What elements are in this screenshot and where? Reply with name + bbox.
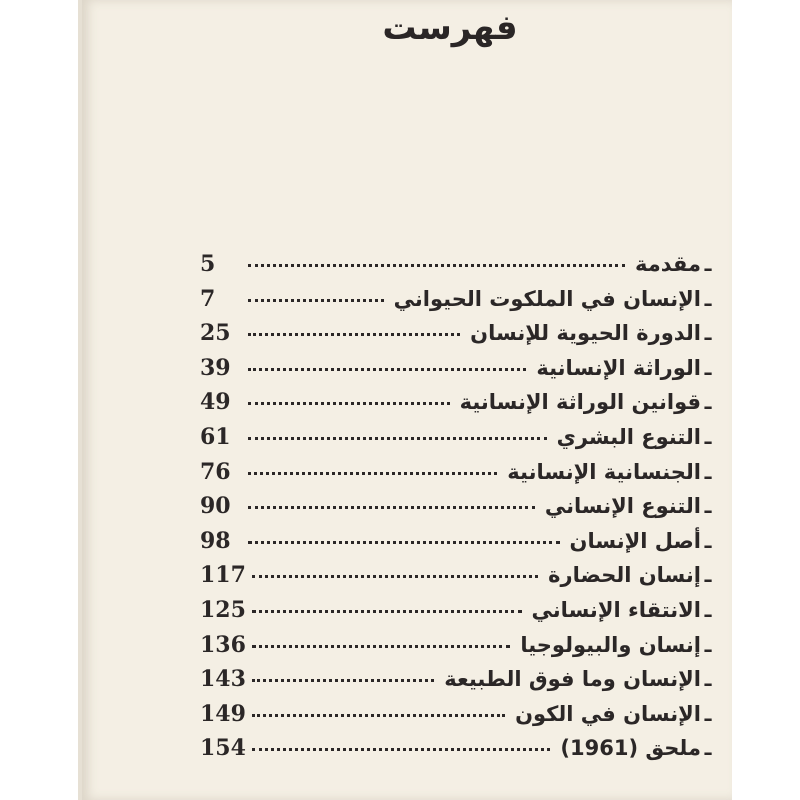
toc-entry-title: الدورة الحيوية للإنسان	[470, 321, 701, 346]
toc-entry-leader	[248, 541, 560, 544]
toc-entry-leader	[248, 333, 460, 336]
toc-entry-bullet: ـ	[704, 459, 712, 484]
toc-entry	[200, 632, 715, 667]
toc-entry	[200, 389, 715, 424]
toc-entry	[200, 562, 715, 597]
toc-entry-bullet: ـ	[704, 390, 712, 415]
toc-entry-bullet: ـ	[704, 563, 712, 588]
toc-entry	[200, 355, 715, 390]
toc-entry-bullet: ـ	[704, 321, 712, 346]
toc-entry-leader	[252, 748, 550, 751]
toc-entry	[200, 528, 715, 563]
toc-entry	[200, 424, 715, 459]
toc-entry-title: الانتقاء الإنساني	[531, 597, 701, 622]
toc-entry-leader	[252, 645, 510, 648]
toc-entry-title: إنسان الحضارة	[548, 563, 701, 588]
toc-entry	[200, 597, 715, 632]
table-of-contents	[200, 251, 715, 770]
toc-entry-bullet: ـ	[704, 494, 712, 519]
toc-entry-page-number: 49	[200, 389, 231, 416]
toc-entry-page-number: 98	[200, 527, 231, 554]
toc-entry-bullet: ـ	[704, 355, 712, 380]
toc-entry-leader	[252, 679, 434, 682]
toc-entry-leader	[248, 472, 497, 475]
toc-entry-page-number: 61	[200, 423, 231, 450]
toc-entry-title: التنوع البشري	[556, 424, 701, 449]
toc-entry-title: قوانين الوراثة الإنسانية	[459, 390, 701, 415]
toc-entry	[200, 286, 715, 321]
toc-entry-page-number: 125	[200, 596, 246, 623]
toc-entry-bullet: ـ	[704, 286, 712, 311]
toc-entry	[200, 666, 715, 701]
toc-entry-title: الوراثة الإنسانية	[536, 355, 701, 380]
toc-entry-page-number: 25	[200, 320, 231, 347]
toc-entry-bullet: ـ	[704, 528, 712, 553]
toc-entry-title: أصل الإنسان	[569, 528, 701, 553]
toc-entry-page-number: 143	[200, 666, 246, 693]
toc-entry-leader	[248, 299, 384, 302]
toc-entry	[200, 701, 715, 736]
toc-entry-title: إنسان والبيولوجيا	[520, 632, 701, 657]
toc-entry-leader	[248, 368, 526, 371]
toc-entry-page-number: 76	[200, 458, 231, 485]
toc-entry-bullet: ـ	[704, 701, 712, 726]
toc-entry-leader	[248, 506, 535, 509]
toc-entry-title: ملحق (1961)	[560, 736, 701, 761]
toc-entry-title: الجنسانية الإنسانية	[507, 459, 701, 484]
toc-entry-page-number: 39	[200, 354, 231, 381]
toc-entry-page-number: 117	[200, 562, 246, 589]
toc-entry-title: الإنسان في الكون	[515, 701, 701, 726]
toc-entry-page-number: 90	[200, 493, 231, 520]
toc-entry-title: مقدمة	[635, 252, 701, 276]
toc-entry-page-number: 149	[200, 700, 246, 727]
toc-entry-page-number: 7	[200, 285, 216, 312]
toc-entry-bullet: ـ	[704, 736, 712, 761]
toc-entry-leader	[252, 714, 505, 717]
toc-entry-page-number: 136	[200, 631, 246, 658]
toc-entry-bullet: ـ	[704, 597, 712, 622]
toc-entry-title: الإنسان في الملكوت الحيواني	[393, 286, 701, 311]
toc-entry-title: التنوع الإنساني	[544, 494, 701, 519]
toc-entry-page-number: 5	[200, 251, 216, 277]
toc-entry-leader	[252, 610, 522, 613]
toc-entry-leader	[252, 575, 538, 578]
toc-entry	[200, 459, 715, 494]
toc-entry-title: الإنسان وما فوق الطبيعة	[444, 667, 701, 692]
toc-entry-bullet: ـ	[704, 252, 712, 276]
toc-entry	[200, 493, 715, 528]
toc-entry-leader	[248, 402, 450, 405]
toc-entry	[200, 251, 715, 286]
toc-entry-bullet: ـ	[704, 667, 712, 692]
toc-entry-bullet: ـ	[704, 424, 712, 449]
toc-entry	[200, 320, 715, 355]
toc-entry	[200, 735, 715, 770]
toc-entry-leader	[248, 264, 625, 267]
toc-entry-leader	[248, 437, 547, 440]
toc-entry-bullet: ـ	[704, 632, 712, 657]
page-title: فهرست	[382, 8, 518, 48]
toc-entry-page-number: 154	[200, 735, 246, 762]
